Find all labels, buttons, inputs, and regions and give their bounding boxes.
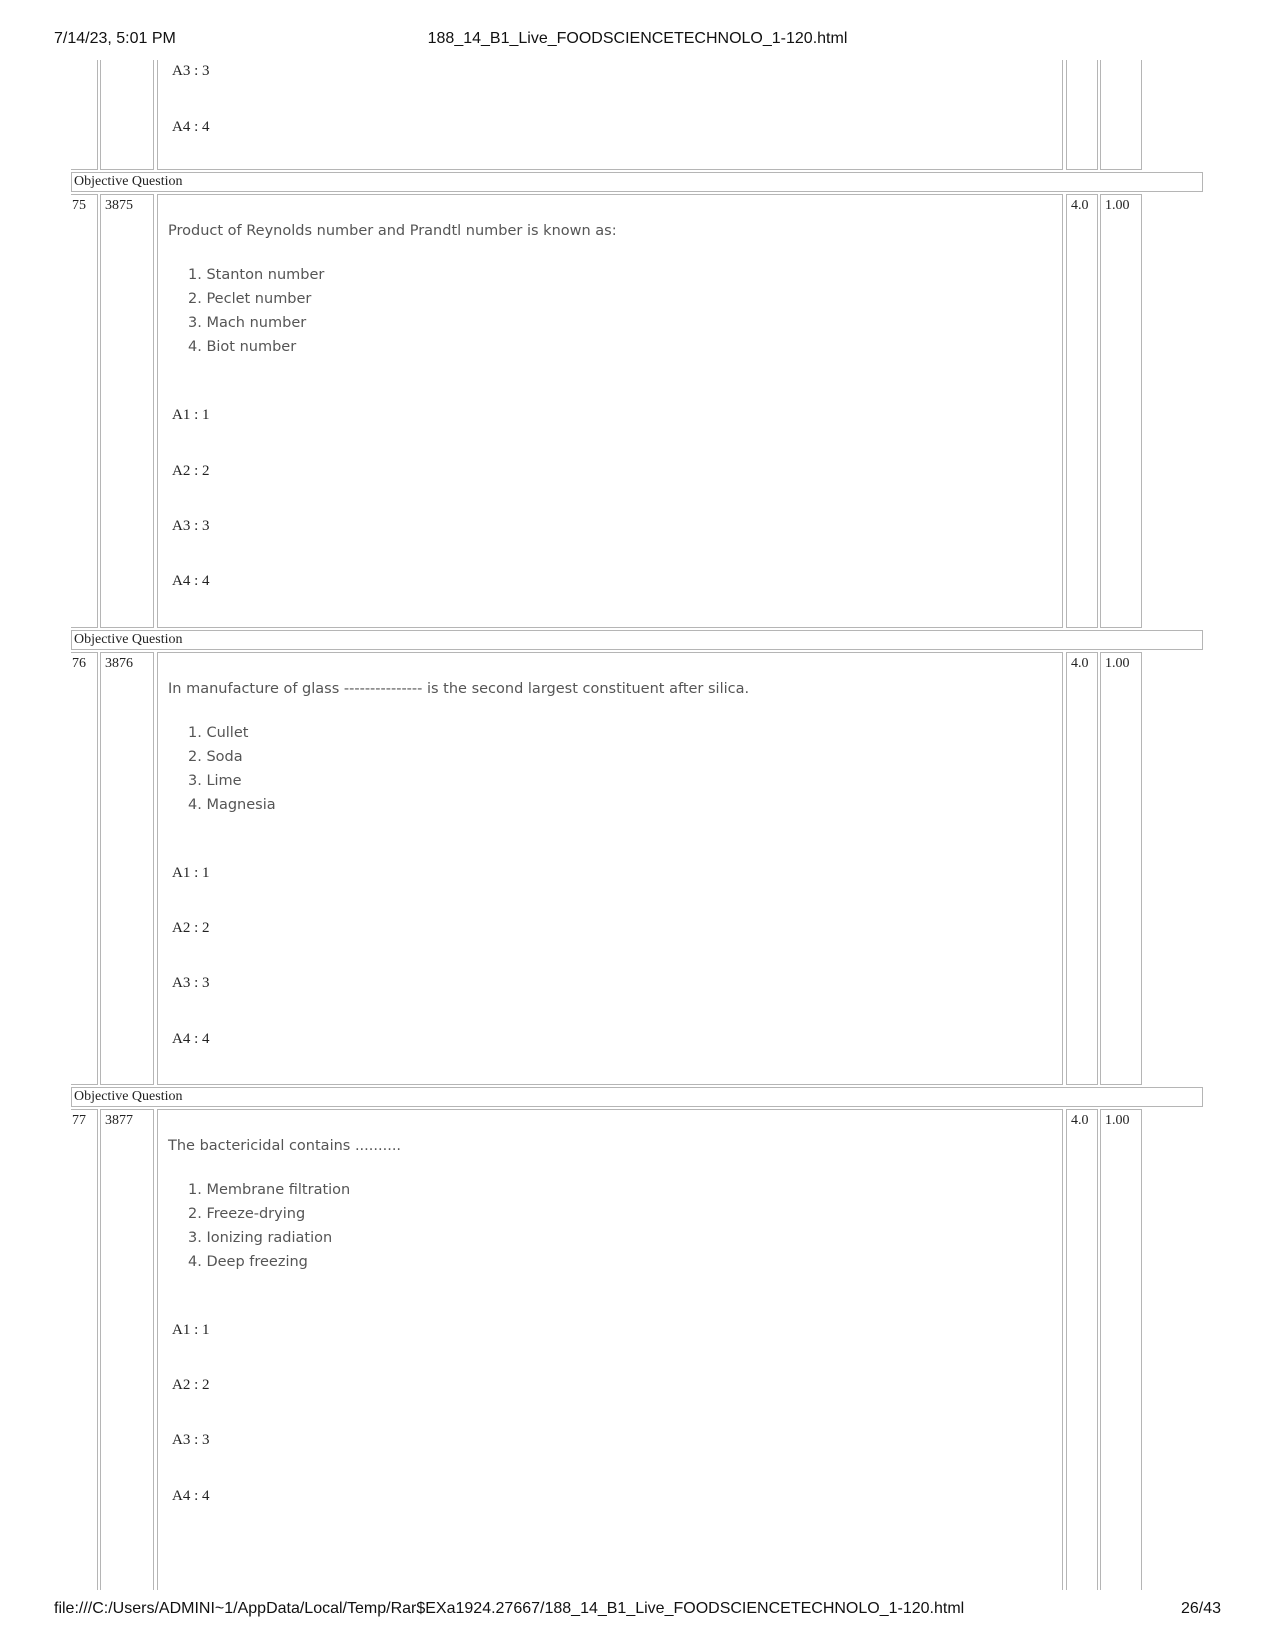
question-cell xyxy=(157,194,1063,628)
answer-option: A1 : 1 xyxy=(172,1322,210,1338)
options-list xyxy=(188,1180,350,1276)
option-item: 1. Membrane filtration xyxy=(188,1182,351,1198)
question-text: Product of Reynolds number and Prandtl number is known as: xyxy=(168,223,617,239)
options-list xyxy=(188,723,276,819)
option-item: 3. Ionizing radiation xyxy=(188,1230,333,1246)
negative-marks-value: 1.00 xyxy=(1100,194,1142,628)
question-text: The bactericidal contains .......... xyxy=(168,1138,402,1154)
marks-value: 4.0 xyxy=(1066,1109,1098,1590)
question-cell xyxy=(157,652,1063,1085)
question-number: 76 xyxy=(71,652,98,1085)
objective-question-label: Objective Question xyxy=(71,172,1203,192)
marks-cell xyxy=(1066,60,1098,170)
answer-option: A3 : 3 xyxy=(172,1432,210,1448)
question-table xyxy=(71,60,1203,1590)
option-item: 2. Soda xyxy=(188,749,243,765)
objective-question-label: Objective Question xyxy=(71,630,1203,650)
options-list xyxy=(188,265,324,361)
question-id: 3876 xyxy=(100,652,154,1085)
id-cell xyxy=(100,60,154,170)
answer-option: A4 : 4 xyxy=(172,1488,210,1504)
option-item: 1. Stanton number xyxy=(188,267,325,283)
objective-question-label: Objective Question xyxy=(71,1087,1203,1107)
negative-marks-cell xyxy=(1100,60,1142,170)
question-text: In manufacture of glass --------------- is the second largest constituent after silica. xyxy=(168,681,750,697)
question-id: 3877 xyxy=(100,1109,154,1590)
option-item: 3. Mach number xyxy=(188,315,307,331)
answer-option: A3 : 3 xyxy=(172,518,210,534)
answer-option: A1 : 1 xyxy=(172,407,210,423)
print-date: 7/14/23, 5:01 PM xyxy=(54,30,176,47)
answer-option: A2 : 2 xyxy=(172,463,210,479)
page-number: 26/43 xyxy=(1180,1600,1221,1617)
question-number: 77 xyxy=(71,1109,98,1590)
marks-value: 4.0 xyxy=(1066,652,1098,1085)
answer-option: A4 : 4 xyxy=(172,573,210,589)
answer-option: A4 : 4 xyxy=(172,119,210,135)
option-item: 4. Biot number xyxy=(188,339,297,355)
question-cell xyxy=(157,60,1063,170)
question-number: 75 xyxy=(71,194,98,628)
option-item: 1. Cullet xyxy=(188,725,249,741)
negative-marks-value: 1.00 xyxy=(1100,652,1142,1085)
negative-marks-value: 1.00 xyxy=(1100,1109,1142,1590)
option-item: 2. Freeze-drying xyxy=(188,1206,306,1222)
answer-option: A2 : 2 xyxy=(172,1377,210,1393)
option-item: 4. Magnesia xyxy=(188,797,276,813)
marks-value: 4.0 xyxy=(1066,194,1098,628)
answer-option: A1 : 1 xyxy=(172,865,210,881)
answer-option: A4 : 4 xyxy=(172,1031,210,1047)
question-cell xyxy=(157,1109,1063,1590)
document-title: 188_14_B1_Live_FOODSCIENCETECHNOLO_1-120.html xyxy=(427,30,848,47)
option-item: 3. Lime xyxy=(188,773,242,789)
answer-option: A3 : 3 xyxy=(172,975,210,991)
number-cell xyxy=(71,60,98,170)
answer-option: A2 : 2 xyxy=(172,920,210,936)
question-id: 3875 xyxy=(100,194,154,628)
option-item: 4. Deep freezing xyxy=(188,1254,308,1270)
file-path: file:///C:/Users/ADMINI~1/AppData/Local/Temp/Rar$EXa1924.27667/188_14_B1_Live_FOODSCIENCETECHNOLO_1-120.html xyxy=(54,1600,965,1617)
answer-option: A3 : 3 xyxy=(172,63,210,79)
option-item: 2. Peclet number xyxy=(188,291,312,307)
